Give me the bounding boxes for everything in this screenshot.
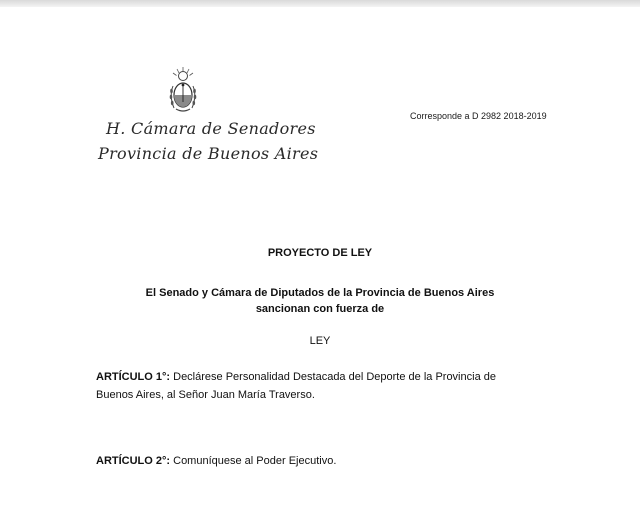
enacting-clause-line-1: El Senado y Cámara de Diputados de la Provincia de Buenos Aires xyxy=(145,287,495,299)
page-top-edge xyxy=(0,0,640,7)
enacting-clause-line-2: sancionan con fuerza de xyxy=(255,303,385,315)
enacting-clause xyxy=(0,285,640,317)
letterhead xyxy=(96,66,319,171)
article-2-label: ARTÍCULO 2°: xyxy=(96,455,171,467)
article-2 xyxy=(96,452,536,470)
document-title: PROYECTO DE LEY xyxy=(267,247,373,259)
letterhead-province-name: Provincia de Buenos Aires xyxy=(98,144,319,163)
letterhead-chamber-name: H. Cámara de Senadores xyxy=(106,119,316,138)
article-2-text: Comuníquese al Poder Ejecutivo. xyxy=(170,455,337,467)
coat-of-arms-icon xyxy=(168,66,198,116)
article-1-label: ARTÍCULO 1°: xyxy=(96,371,171,383)
article-1-text: Declárese Personalidad Destacada del Deporte de la Provincia de Buenos Aires, al Señor Juan María Traverso. xyxy=(96,371,496,401)
law-heading: LEY xyxy=(309,335,331,347)
file-reference: Corresponde a D 2982 2018-2019 xyxy=(410,111,547,121)
article-1 xyxy=(96,368,536,404)
